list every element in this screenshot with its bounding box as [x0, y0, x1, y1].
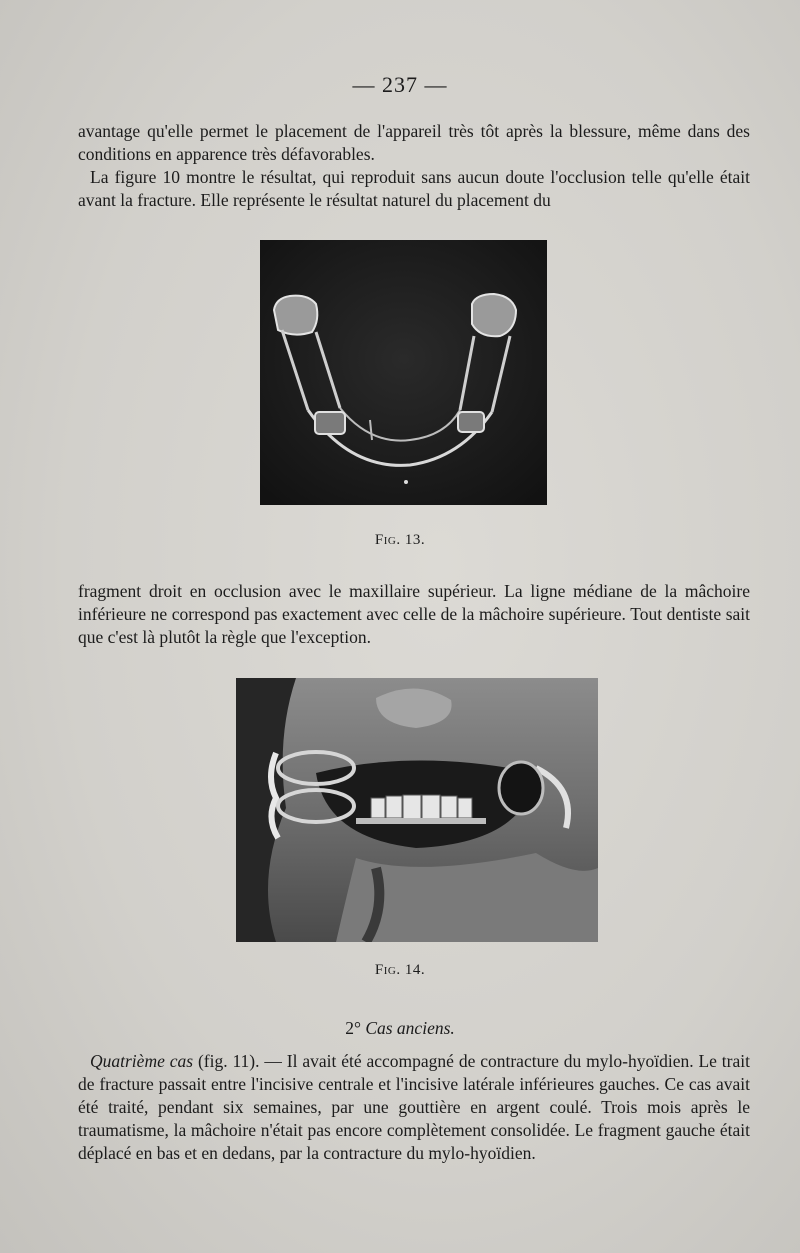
figure-14-photo	[236, 678, 598, 942]
case-title: Quatrième cas	[90, 1051, 194, 1071]
paragraph-2: La figure 10 montre le résultat, qui reproduit sans aucun doute l'occlusion telle qu'elle était avant la fracture. Elle représente le résultat naturel du placement du	[78, 167, 750, 210]
figure-13-caption: Fig. 13.	[374, 532, 426, 548]
dental-splint-image	[260, 240, 547, 505]
section-heading	[0, 1018, 800, 1039]
section-number: 2°	[345, 1018, 361, 1038]
figure-14-caption: Fig. 14.	[374, 962, 426, 978]
figure-13-photo	[260, 240, 547, 505]
page-number: — 237 —	[352, 72, 448, 97]
paragraph-3: fragment droit en occlusion avec le maxillaire supérieur. La ligne médiane de la mâchoire inférieure ne correspond pas exactement avec celle de la mâchoire supérieure. Tout dentiste sait que c'est là plutôt la règle que l'exception.	[78, 581, 750, 647]
paragraph-1: avantage qu'elle permet le placement de l'appareil très tôt après la blessure, même dans des conditions en apparence très défavorables.	[78, 121, 750, 164]
paragraph-4-body: (fig. 11). — Il avait été accompagné de contracture du mylo-hyoïdien. Le trait de fracture passait entre l'incisive centrale et l'incisive latérale inférieures gauches. Ce cas avait été traité, pendant six semaines, par une gouttière en argent coulé. Trois mois après le traumatisme, la mâchoire n'était pas encore complètement consolidée. Le fragment gauche était déplacé en bas et en dedans, par la contracture du mylo-hyoïdien.	[78, 1051, 750, 1163]
section-title: Cas anciens.	[365, 1018, 455, 1038]
patient-mouth-image	[236, 678, 598, 942]
paragraph-4	[78, 1050, 750, 1165]
